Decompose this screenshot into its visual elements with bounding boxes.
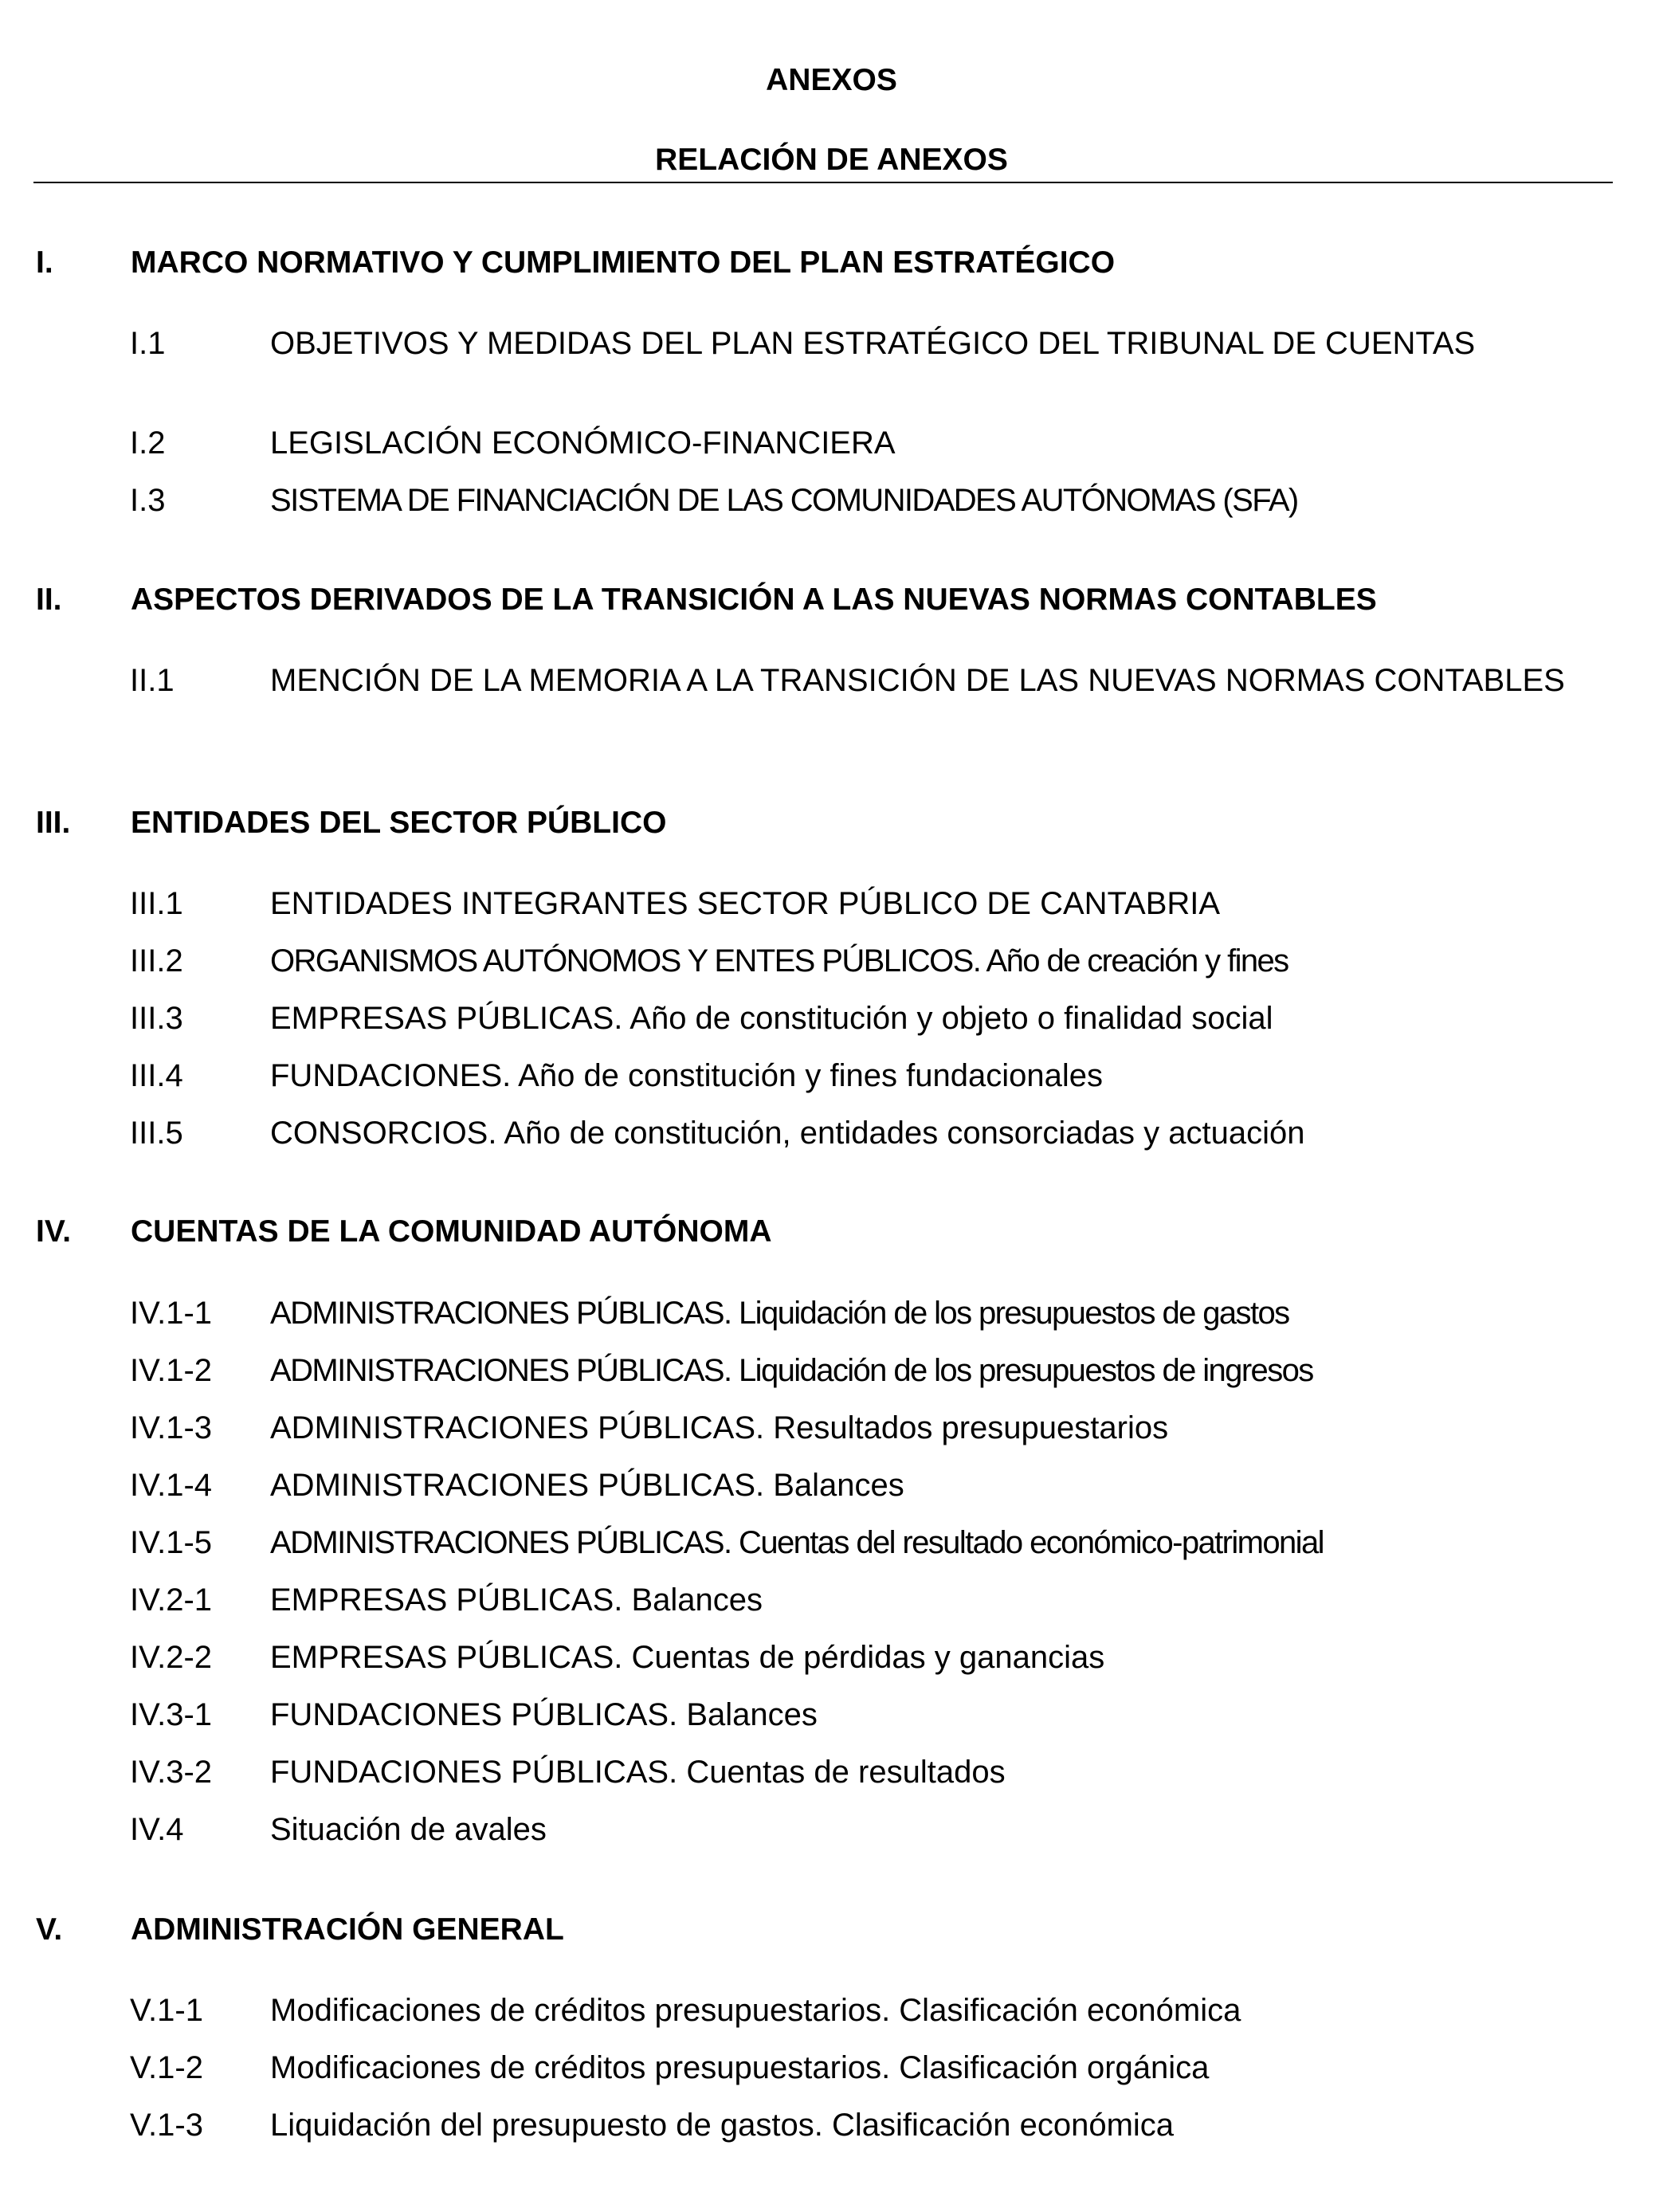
annex-label: FUNDACIONES. Año de constitución y fines fundacionales: [270, 1058, 1103, 1093]
annex-number: I.3: [130, 483, 166, 518]
annex-number: III.3: [130, 1001, 183, 1036]
section-title: MARCO NORMATIVO Y CUMPLIMIENTO DEL PLAN ESTRATÉGICO: [131, 245, 1116, 280]
section-number: III.: [36, 806, 71, 840]
annex-number: IV.1-5: [130, 1525, 213, 1560]
annex-label: ADMINISTRACIONES PÚBLICAS. Cuentas del resultado económico-patrimonial: [270, 1525, 1324, 1560]
page-title: ANEXOS: [766, 63, 897, 97]
annex-label: ORGANISMOS AUTÓNOMOS Y ENTES PÚBLICOS. Año de creación y fines: [270, 943, 1288, 979]
annex-number: I.1: [130, 326, 166, 361]
section-number: V.: [36, 1912, 63, 1947]
annex-label: FUNDACIONES PÚBLICAS. Cuentas de resultados: [270, 1755, 1006, 1790]
page-subtitle: RELACIÓN DE ANEXOS: [655, 143, 1008, 177]
annex-number: IV.3-1: [130, 1697, 213, 1732]
annex-number: III.4: [130, 1058, 183, 1093]
annex-label: OBJETIVOS Y MEDIDAS DEL PLAN ESTRATÉGICO DEL TRIBUNAL DE CUENTAS: [270, 326, 1476, 361]
annex-number: IV.1-1: [130, 1296, 213, 1331]
annex-label: EMPRESAS PÚBLICAS. Cuentas de pérdidas y ganancias: [270, 1640, 1105, 1675]
annex-label: Liquidación del presupuesto de gastos. Clasificación económica: [270, 2108, 1175, 2143]
annex-number: V.1-1: [130, 1993, 203, 2028]
section-number: II.: [36, 582, 62, 617]
annex-number: III.2: [130, 943, 183, 979]
annex-label: MENCIÓN DE LA MEMORIA A LA TRANSICIÓN DE LAS NUEVAS NORMAS CONTABLES: [270, 663, 1565, 698]
section-number: I.: [36, 245, 53, 280]
annex-number: IV.4: [130, 1812, 184, 1847]
annex-label: LEGISLACIÓN ECONÓMICO-FINANCIERA: [270, 426, 896, 461]
annex-label: ADMINISTRACIONES PÚBLICAS. Liquidación de los presupuestos de gastos: [270, 1296, 1289, 1331]
annex-number: V.1-3: [130, 2108, 203, 2143]
annex-label: FUNDACIONES PÚBLICAS. Balances: [270, 1697, 818, 1732]
annex-label: Situación de avales: [270, 1812, 547, 1847]
annex-number: V.1-2: [130, 2050, 203, 2085]
annex-number: I.2: [130, 426, 166, 461]
section-title: ASPECTOS DERIVADOS DE LA TRANSICIÓN A LAS NUEVAS NORMAS CONTABLES: [131, 582, 1377, 617]
annex-number: IV.1-3: [130, 1410, 213, 1445]
annex-label: ENTIDADES INTEGRANTES SECTOR PÚBLICO DE CANTABRIA: [270, 886, 1221, 921]
annex-label: EMPRESAS PÚBLICAS. Año de constitución y objeto o finalidad social: [270, 1001, 1273, 1036]
section-title: ADMINISTRACIÓN GENERAL: [131, 1912, 564, 1947]
annex-number: II.1: [130, 663, 175, 698]
annex-number: III.5: [130, 1116, 183, 1151]
annex-number: IV.2-2: [130, 1640, 213, 1675]
annex-number: IV.1-2: [130, 1353, 213, 1388]
annex-label: SISTEMA DE FINANCIACIÓN DE LAS COMUNIDADES AUTÓNOMAS (SFA): [270, 483, 1298, 518]
section-title: CUENTAS DE LA COMUNIDAD AUTÓNOMA: [131, 1214, 772, 1249]
header-divider: [33, 182, 1613, 183]
section-title: ENTIDADES DEL SECTOR PÚBLICO: [131, 806, 667, 840]
annex-label: Modificaciones de créditos presupuestarios. Clasificación orgánica: [270, 2050, 1210, 2085]
annex-number: IV.1-4: [130, 1468, 213, 1503]
annex-label: CONSORCIOS. Año de constitución, entidades consorciadas y actuación: [270, 1116, 1305, 1151]
annex-label: Modificaciones de créditos presupuestarios. Clasificación económica: [270, 1993, 1241, 2028]
annex-number: IV.3-2: [130, 1755, 213, 1790]
section-number: IV.: [36, 1214, 72, 1249]
annex-label: ADMINISTRACIONES PÚBLICAS. Resultados presupuestarios: [270, 1410, 1169, 1445]
annex-label: ADMINISTRACIONES PÚBLICAS. Liquidación de los presupuestos de ingresos: [270, 1353, 1313, 1388]
annex-label: ADMINISTRACIONES PÚBLICAS. Balances: [270, 1468, 904, 1503]
annex-label: EMPRESAS PÚBLICAS. Balances: [270, 1583, 763, 1618]
annex-number: III.1: [130, 886, 183, 921]
annex-number: IV.2-1: [130, 1583, 213, 1618]
